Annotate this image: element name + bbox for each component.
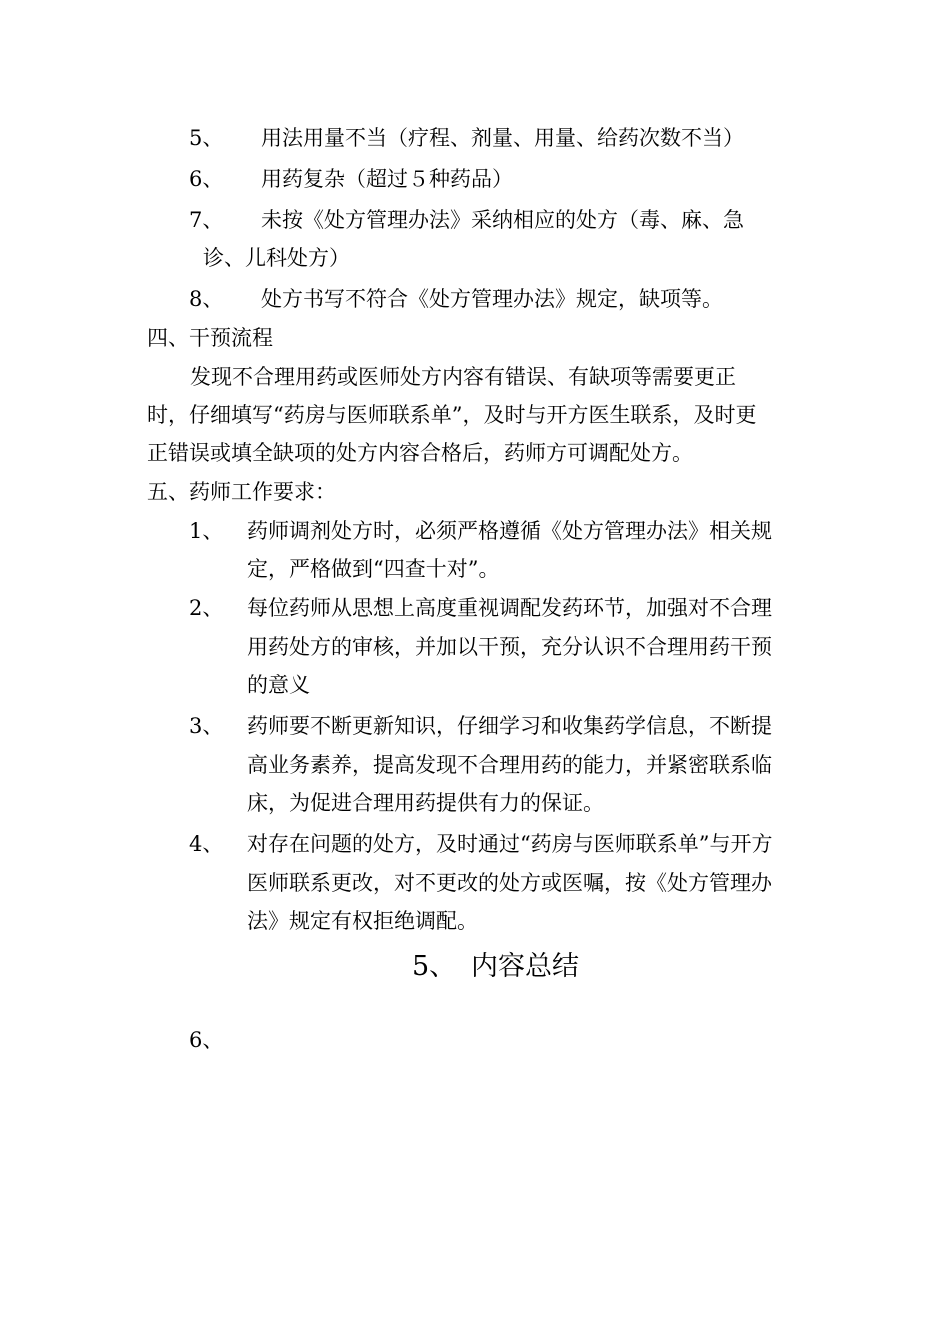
paragraph-line: 发现不合理用药或医师处方内容有错误、有缺项等需要更正 — [190, 365, 736, 389]
list-item-text: 的意义 — [247, 673, 310, 697]
list-item-text: 医师联系更改，对不更改的处方或医嘱，按《处方管理办 — [247, 871, 772, 895]
list-number: 5、 — [189, 126, 224, 150]
summary-heading-title: 内容总结 — [471, 951, 579, 982]
list-number: 7、 — [189, 208, 224, 232]
section-heading: 五、药师工作要求： — [147, 480, 336, 504]
list-item-text: 未按《处方管理办法》采纳相应的处方（毒、麻、急 — [261, 208, 744, 232]
list-item-text: 法》规定有权拒绝调配。 — [247, 909, 478, 933]
list-item-text: 床，为促进合理用药提供有力的保证。 — [247, 791, 604, 815]
list-item-text: 用法用量不当（疗程、剂量、用量、给药次数不当） — [261, 126, 744, 150]
list-item-text: 定，严格做到“四查十对”。 — [247, 557, 500, 581]
list-item-text: 诊、儿科处方） — [203, 246, 350, 270]
list-item-text: 处方书写不符合《处方管理办法》规定，缺项等。 — [261, 287, 723, 311]
list-item-text: 药师调剂处方时，必须严格遵循《处方管理办法》相关规 — [247, 519, 772, 543]
summary-heading-number: 5、 — [412, 951, 457, 982]
list-number: 4、 — [189, 832, 224, 856]
paragraph-line: 时，仔细填写“药房与医师联系单”，及时与开方医生联系，及时更 — [147, 403, 757, 427]
list-number: 6、 — [189, 1028, 224, 1052]
list-item-text: 每位药师从思想上高度重视调配发药环节，加强对不合理 — [247, 596, 772, 620]
list-number: 6、 — [189, 167, 224, 191]
list-number: 8、 — [189, 287, 224, 311]
list-item-text: 对存在问题的处方，及时通过“药房与医师联系单”与开方 — [247, 832, 773, 856]
list-item-text: 用药复杂（超过５种药品） — [261, 167, 513, 191]
list-item-text: 高业务素养，提高发现不合理用药的能力，并紧密联系临 — [247, 753, 772, 777]
list-number: 1、 — [189, 519, 224, 543]
list-number: 3、 — [189, 714, 224, 738]
section-heading: 四、干预流程 — [147, 326, 273, 350]
list-item-text: 用药处方的审核，并加以干预，充分认识不合理用药干预 — [247, 635, 772, 659]
paragraph-line: 正错误或填全缺项的处方内容合格后，药师方可调配处方。 — [147, 441, 693, 465]
list-number: 2、 — [189, 596, 224, 620]
list-item-text: 药师要不断更新知识，仔细学习和收集药学信息，不断提 — [247, 714, 772, 738]
